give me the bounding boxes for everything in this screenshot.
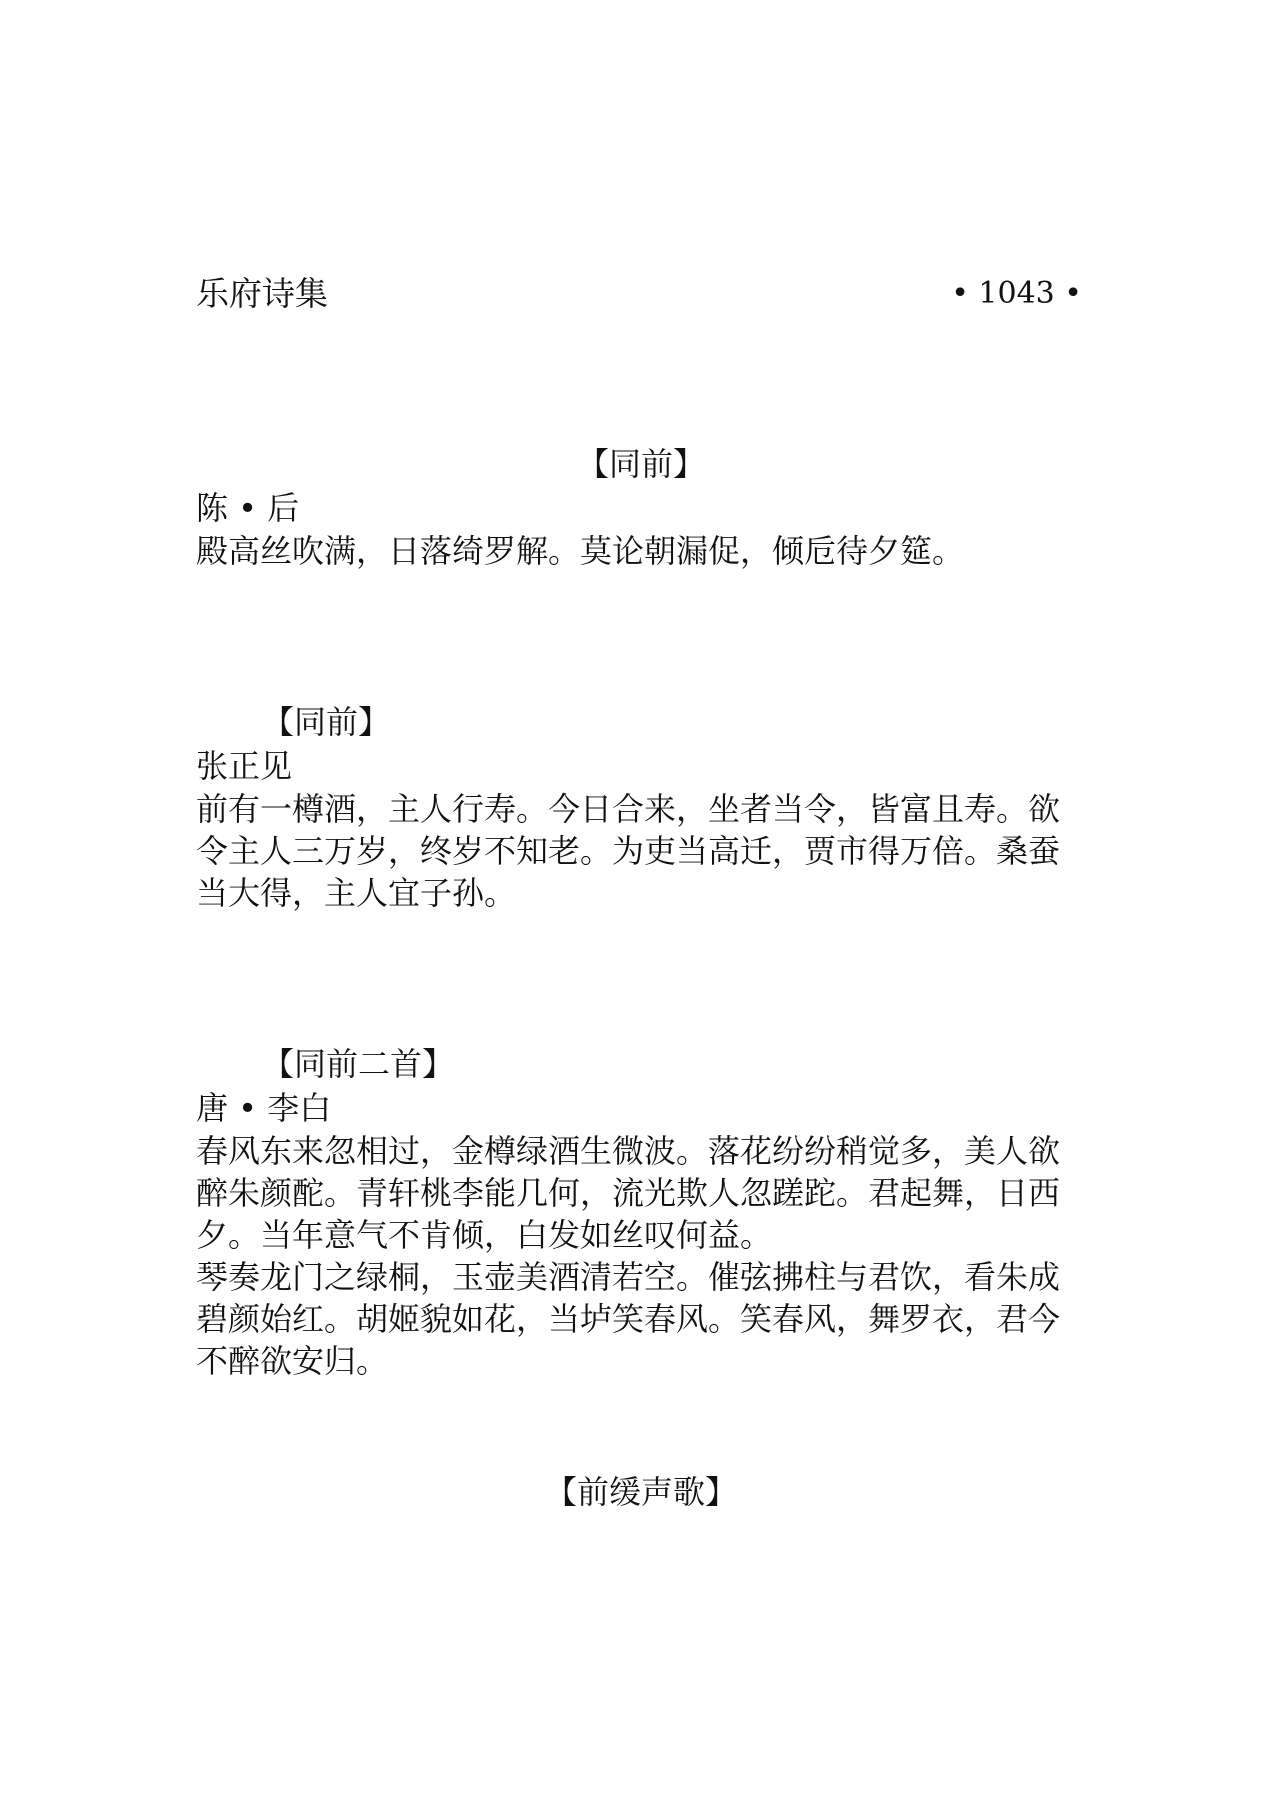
poem-body	[196, 1130, 1086, 1382]
page-number: • 1043 •	[951, 276, 1082, 311]
poem-paragraph: 琴奏龙门之绿桐，玉壶美酒清若空。催弦拂柱与君饮，看朱成碧颜始红。胡姬貌如花，当垆笑春风。笑春风，舞罗衣，君今不醉欲安归。	[196, 1258, 1061, 1380]
poem-paragraph: 前有一樽酒，主人行寿。今日合来，坐者当令，皆富且寿。欲令主人三万岁，终岁不知老。为吏当高迁，贾市得万倍。桑蚕当大得，主人宜子孙。	[196, 790, 1061, 912]
poem-paragraph: 殿高丝吹满，日落绮罗解。莫论朝漏促，倾卮待夕筵。	[196, 532, 965, 570]
poem-paragraph: 春风东来忽相过，金樽绿酒生微波。落花纷纷稍觉多，美人欲醉朱颜酡。青轩桃李能几何，流光欺人忽蹉跎。君起舞，日西夕。当年意气不肯倾，白发如丝叹何益。	[196, 1132, 1061, 1254]
poem-author: 张正见	[196, 747, 293, 785]
book-title: 乐府诗集	[196, 274, 328, 313]
page-header	[196, 270, 1082, 318]
poem-title: 【同前二首】	[262, 1045, 455, 1083]
poem-section	[196, 442, 1086, 572]
poem-title: 【同前】	[576, 445, 705, 483]
poem-section	[196, 1042, 1086, 1382]
poem-section	[196, 1470, 1086, 1514]
poem-section	[196, 700, 1086, 914]
poem-author: 陈 • 后	[196, 489, 300, 527]
poem-body	[196, 530, 1086, 572]
poem-author: 唐 • 李白	[196, 1089, 332, 1127]
poem-title: 【同前】	[262, 703, 391, 741]
poem-body	[196, 788, 1086, 914]
poem-title: 【前缓声歌】	[544, 1473, 737, 1511]
